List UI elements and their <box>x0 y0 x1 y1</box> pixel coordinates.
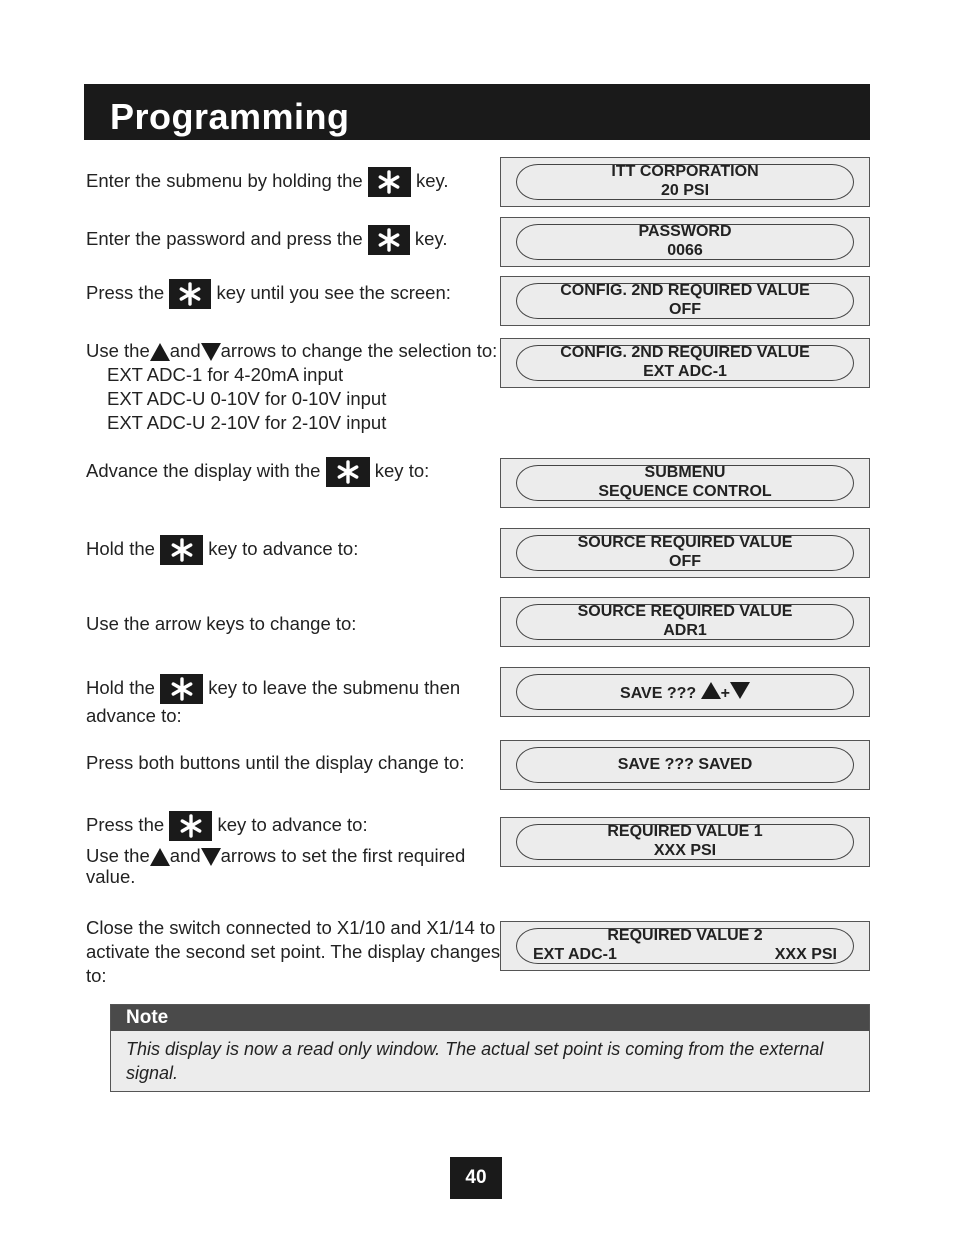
page-title: Programming <box>110 96 350 137</box>
note-box <box>110 1004 870 1092</box>
display-submenu-sequence: SUBMENU SEQUENCE CONTROL <box>500 458 870 508</box>
step-press-key: Press the key until you see the screen: <box>86 279 451 309</box>
display-source-off: SOURCE REQUIRED VALUE OFF <box>500 528 870 578</box>
option-ext-adc-u-2-10v: EXT ADC-U 2-10V for 2-10V input <box>107 412 387 433</box>
asterisk-key-icon <box>326 457 370 487</box>
note-body: This display is now a read only window. The actual set point is coming from the external signal. <box>126 1039 824 1083</box>
page-header <box>84 84 870 140</box>
up-arrow-icon <box>701 682 721 699</box>
step-press-both-buttons: Press both buttons until the display change to: <box>86 752 465 773</box>
display-required-value-1: REQUIRED VALUE 1 XXX PSI <box>500 817 870 867</box>
up-arrow-icon <box>150 343 170 361</box>
step-hold-key: Hold the key to advance to: <box>86 535 358 565</box>
step-enter-password: Enter the password and press the key. <box>86 225 447 255</box>
down-arrow-icon <box>201 848 221 866</box>
asterisk-key-icon <box>160 535 203 565</box>
display-save-prompt: SAVE ??? + <box>500 667 870 717</box>
step-close-switch: Close the switch connected to X1/10 and X1/14 to activate the second set point. The display changes to: <box>86 917 501 986</box>
note-title: Note <box>111 1005 869 1031</box>
down-arrow-icon <box>201 343 221 361</box>
display-source-adr1: SOURCE REQUIRED VALUE ADR1 <box>500 597 870 647</box>
display-config-2nd-ext-adc: CONFIG. 2ND REQUIRED VALUE EXT ADC-1 <box>500 338 870 388</box>
step-select-input: Use the and arrows to change the selection to: EXT ADC-1 for 4-20mA input EXT ADC-U 0-10V for 0-10V input EXT ADC-U 2-10V for 2-10V input <box>86 340 498 433</box>
display-save-saved: SAVE ??? SAVED <box>500 740 870 790</box>
asterisk-key-icon <box>169 279 211 309</box>
asterisk-key-icon <box>169 811 212 841</box>
step-set-first-value: Press the key to advance to: Use the and arrows to set the first required value. <box>86 811 465 887</box>
display-config-2nd-off: CONFIG. 2ND REQUIRED VALUE OFF <box>500 276 870 326</box>
asterisk-key-icon <box>368 225 410 255</box>
display-password: PASSWORD 0066 <box>500 217 870 267</box>
step-use-arrow-keys: Use the arrow keys to change to: <box>86 613 357 634</box>
display-required-value-2: REQUIRED VALUE 2 EXT ADC-1 XXX PSI <box>500 921 870 971</box>
page-number: 40 <box>450 1157 502 1199</box>
display-itt-corporation: ITT CORPORATION 20 PSI <box>500 157 870 207</box>
asterisk-key-icon <box>160 674 203 704</box>
step-leave-submenu: Hold the key to leave the submenu then advance to: <box>86 674 460 728</box>
step-advance-display: Advance the display with the key to: <box>86 457 429 487</box>
step-enter-submenu: Enter the submenu by holding the key. <box>86 167 449 197</box>
up-arrow-icon <box>150 848 170 866</box>
option-ext-adc-u-0-10v: EXT ADC-U 0-10V for 0-10V input <box>107 388 387 409</box>
option-ext-adc-1: EXT ADC-1 for 4-20mA input <box>107 364 344 385</box>
down-arrow-icon <box>730 682 750 699</box>
asterisk-key-icon <box>368 167 411 197</box>
